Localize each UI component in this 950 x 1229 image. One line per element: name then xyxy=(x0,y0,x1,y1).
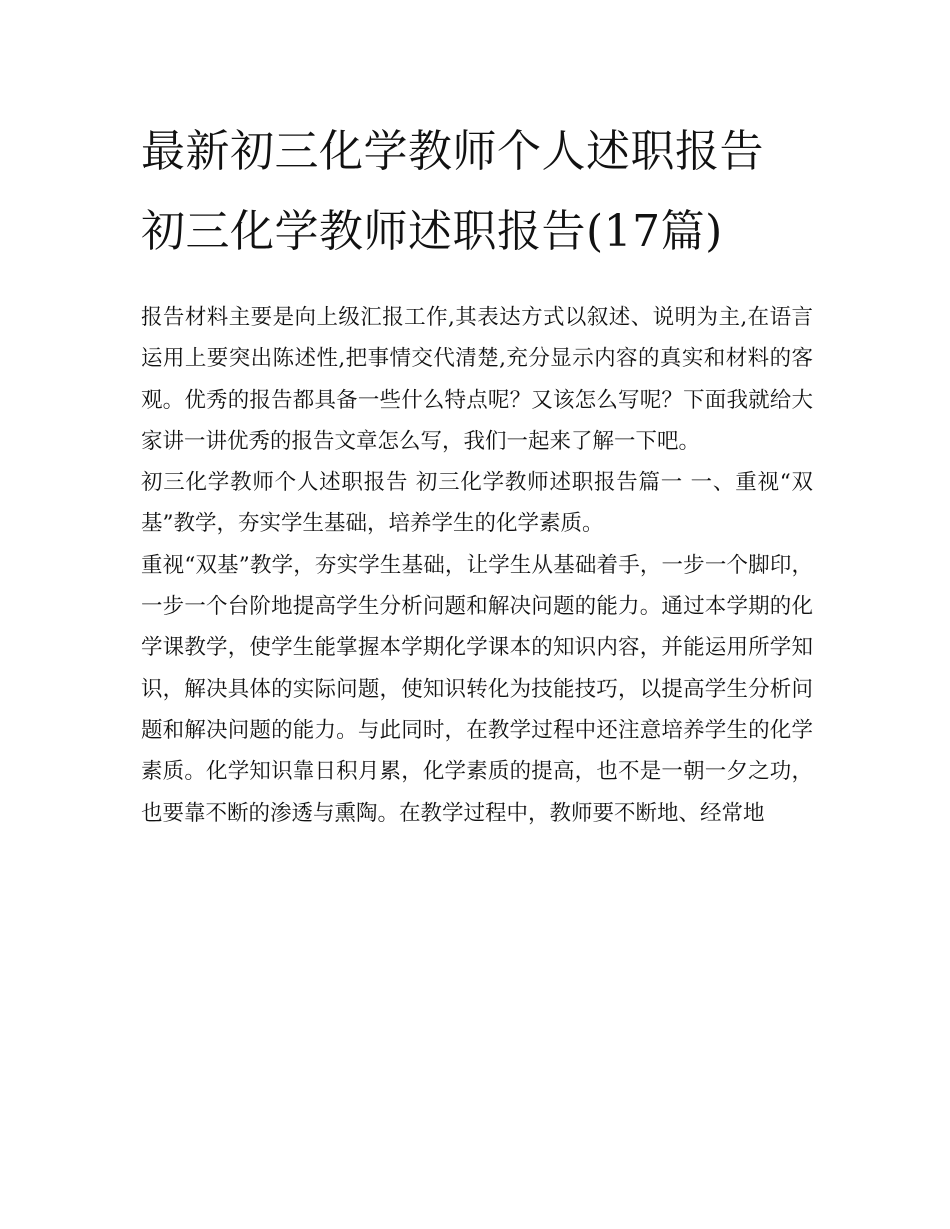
body-paragraph: 重视“双基”教学，夯实学生基础，让学生从基础着手，一步一个脚印，一步一个台阶地提高学生分析问题和解决问题的能力。通过本学期的化学课教学，使学生能掌握本学期化学课本的知识内容，并能运用所学知识，解决具体的实际问题，使知识转化为技能技巧，以提高学生分析问题和解决问题的能力。与此同时，在教学过程中还注意培养学生的化学素质。化学知识靠日积月累，化学素质的提高，也不是一朝一夕之功，也要靠不断的渗透与熏陶。在教学过程中，教师要不断地、经常地 xyxy=(141,552,813,826)
intro-paragraph: 报告材料主要是向上级汇报工作,其表达方式以叙述、说明为主,在语言运用上要突出陈述性,把事情交代清楚,充分显示内容的真实和材料的客观。优秀的报告都具备一些什么特点呢？又该怎么写呢？下面我就给大家讲一讲优秀的报告文章怎么写，我们一起来了解一下吧。 xyxy=(141,305,813,454)
document-body xyxy=(141,112,813,834)
section-heading-paragraph: 初三化学教师个人述职报告 初三化学教师述职报告篇一 一、重视“双基”教学，夯实学生基础，培养学生的化学素质。 xyxy=(141,470,813,537)
document-title: 最新初三化学教师个人述职报告 初三化学教师述职报告(17篇) xyxy=(141,126,764,257)
